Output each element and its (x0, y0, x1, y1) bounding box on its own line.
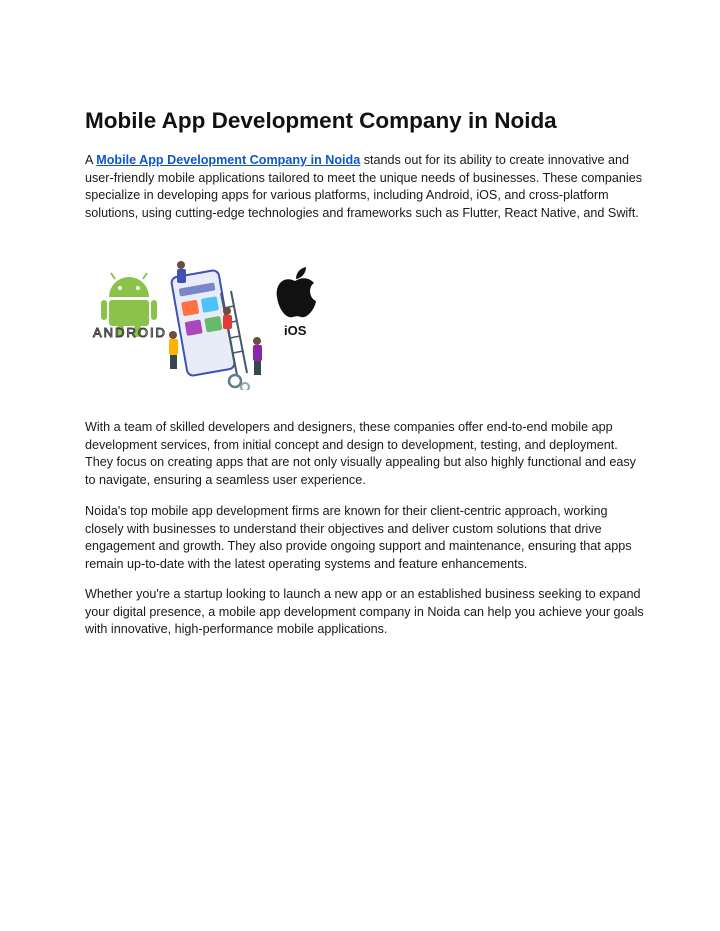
platforms-illustration-svg (85, 255, 335, 390)
intro-paragraph (85, 152, 645, 222)
intro-rest: stands out for its ability to create innovative and user-friendly mobile applications tailored to meet the unique needs of businesses. These companies specialize in developing apps for various platforms, including Android, iOS, and cross-platform solutions, using cutting-edge technologies and frameworks such as Flutter, React Native, and Swift. (85, 153, 643, 220)
android-wordmark: ANDROID (93, 325, 167, 340)
client-paragraph: Noida's top mobile app development firms are known for their client-centric approach, working closely with businesses to understand their objectives and deliver custom solutions that drive engagement and growth. They also provide ongoing support and maintenance, ensuring that apps remain up-to-date with the latest operating systems and feature enhancements. (85, 504, 632, 571)
page-title: Mobile App Development Company in Noida (85, 108, 557, 133)
services-paragraph: With a team of skilled developers and designers, these companies offer end-to-end mobile app development services, from initial concept and design to development, testing, and deployment. They focus on creating apps that are not only visually appealing but also highly functional and easy to navigate, ensuring a seamless user experience. (85, 420, 636, 487)
intro-prefix: A (85, 153, 97, 167)
ios-label: iOS (284, 323, 307, 338)
apple-logo-icon (277, 267, 316, 317)
company-link[interactable]: Mobile App Development Company in Noida (96, 153, 361, 167)
platforms-illustration (85, 255, 335, 390)
closing-paragraph: Whether you're a startup looking to launch a new app or an established business seeking to expand your digital presence, a mobile app development company in Noida can help you achieve your goals with innovative, high-performance mobile applications. (85, 587, 644, 637)
phone-illustration-icon (169, 261, 262, 390)
